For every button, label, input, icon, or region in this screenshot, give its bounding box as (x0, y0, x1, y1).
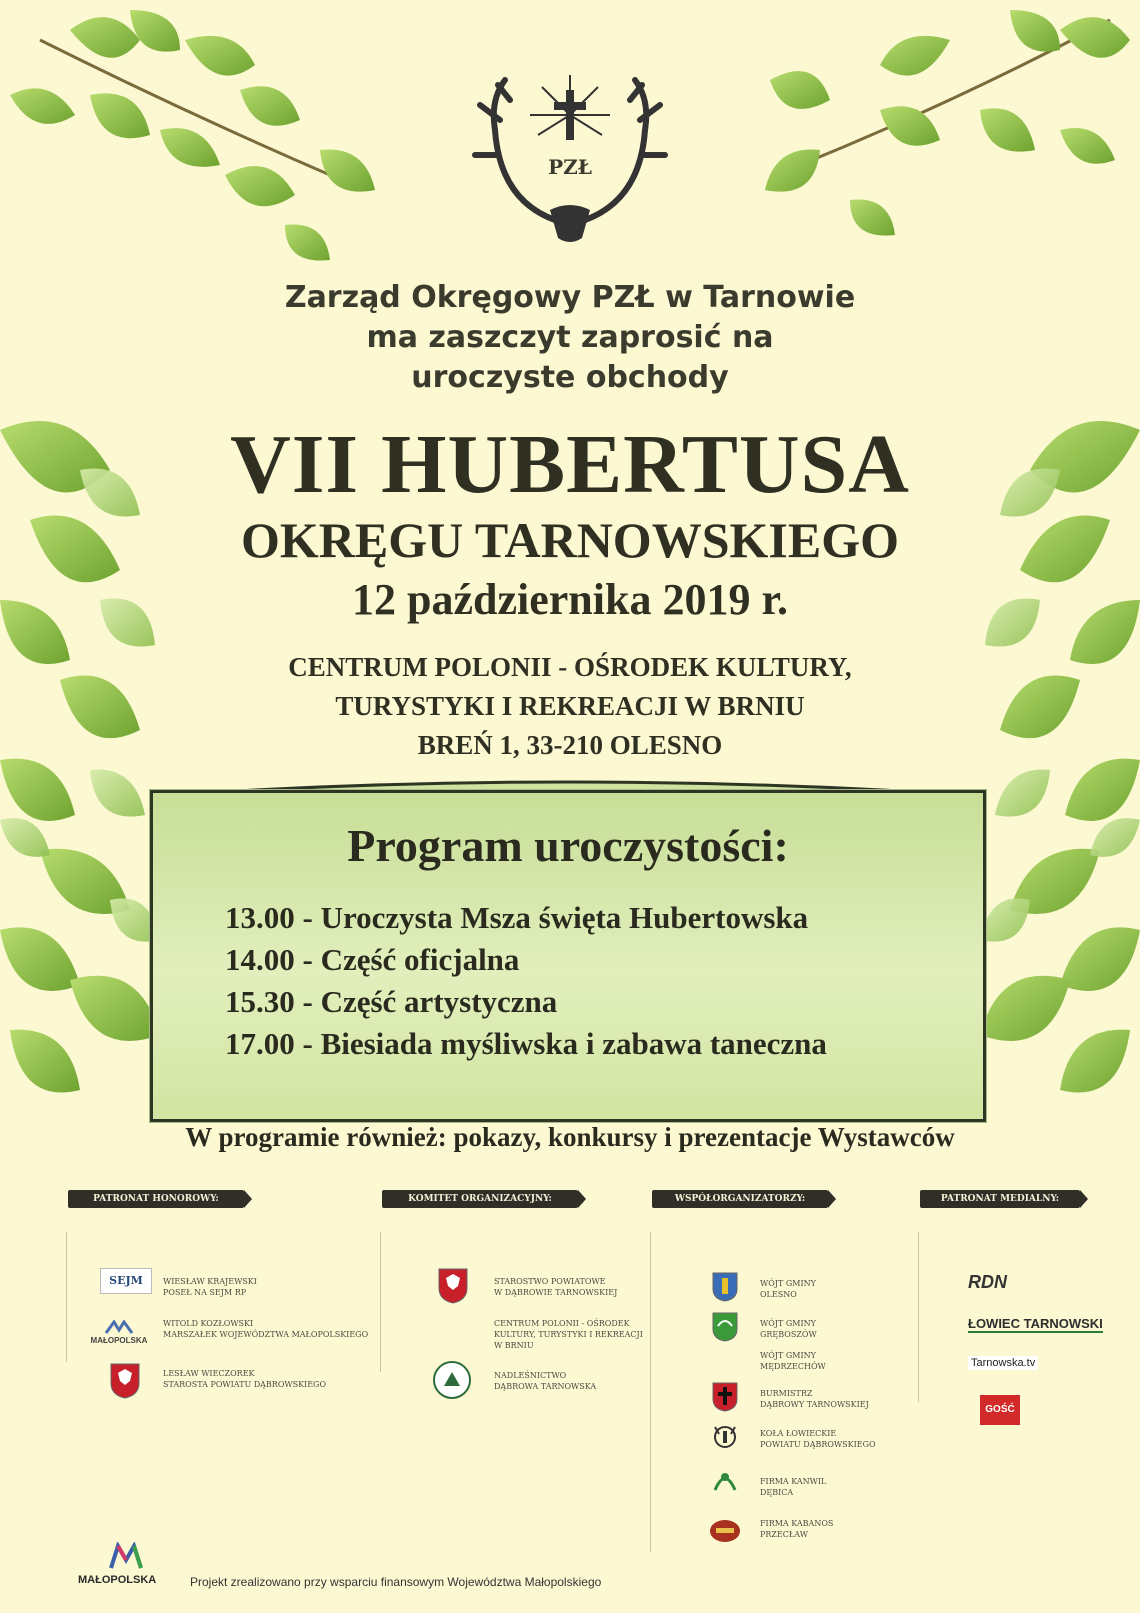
patron-name: WIESŁAW KRAJEWSKI (163, 1277, 257, 1286)
sejm-logo-icon: SEJM (100, 1268, 152, 1294)
section-patronat-medialny: PATRONAT MEDIALNY: (920, 1190, 1080, 1208)
committee-line: DĄBROWA TARNOWSKA (494, 1382, 597, 1391)
coorganizer-line: MĘDRZECHÓW (760, 1362, 826, 1371)
coorganizer-line: FIRMA KABANOS (760, 1519, 834, 1528)
program-list (225, 897, 985, 1065)
patron-entry (163, 1276, 257, 1298)
program-item: 14.00 - Część oficjalna (225, 942, 520, 977)
committee-line: W BRNIU (494, 1341, 534, 1350)
coorganizer-entry (760, 1278, 816, 1300)
place-line: TURYSTYKI I REKREACJI W BRNIU (335, 691, 805, 721)
intro-line: Zarząd Okręgowy PZŁ w Tarnowie (284, 280, 856, 315)
section-wspolorganizatorzy: WSPÓŁORGANIZATORZY: (652, 1190, 828, 1208)
coorganizer-entry (760, 1476, 826, 1498)
dabrowa-coat-of-arms-icon (712, 1382, 738, 1416)
place-line: CENTRUM POLONII - OŚRODEK KULTURY, (288, 652, 852, 682)
kabanos-logo-icon (708, 1516, 742, 1548)
funding-note: Projekt zrealizowano przy wsparciu finansowym Województwa Małopolskiego (190, 1575, 602, 1589)
coorganizer-line: WÓJT GMINY (760, 1319, 816, 1328)
pzl-emblem (470, 60, 670, 250)
committee-line: STAROSTWO POWIATOWE (494, 1277, 606, 1286)
olesno-coat-of-arms-icon (712, 1272, 738, 1306)
program-item: 13.00 - Uroczysta Msza święta Hubertowska (225, 900, 809, 935)
section-patronat-honorowy: PATRONAT HONOROWY: (68, 1190, 244, 1208)
patron-role: MARSZAŁEK WOJEWÓDZTWA MAŁOPOLSKIEGO (163, 1330, 369, 1339)
intro-line: uroczyste obchody (411, 360, 729, 395)
coorganizer-line: BURMISTRZ (760, 1389, 813, 1398)
gosc-logo-icon: GOŚĆ (980, 1395, 1020, 1425)
patron-name: WITOLD KOZŁOWSKI (163, 1319, 254, 1328)
committee-line: KULTURY, TURYSTYKI I REKREACJI (494, 1330, 643, 1339)
coorganizer-line: DĘBICA (760, 1488, 794, 1497)
lowiec-tarnowski-logo-icon: ŁOWIEC TARNOWSKI (968, 1316, 1103, 1331)
malopolska-footer-mark-icon (108, 1542, 144, 1574)
intro-text (150, 278, 990, 398)
event-place (100, 648, 1040, 765)
coat-of-arms-icon (110, 1363, 140, 1403)
divider (66, 1232, 67, 1362)
coorganizer-line: DĄBROWY TARNOWSKIEJ (760, 1400, 869, 1409)
patron-entry (163, 1318, 368, 1340)
coorganizer-entry (760, 1350, 826, 1372)
program-item: 17.00 - Biesiada myśliwska i zabawa taneczna (225, 1026, 827, 1061)
committee-line: NADLEŚNICTWO (494, 1371, 567, 1380)
greboszow-coat-of-arms-icon (712, 1312, 738, 1346)
coorganizer-entry (760, 1388, 869, 1410)
coorganizer-entry (760, 1428, 876, 1450)
patron-role: POSEŁ NA SEJM RP (163, 1288, 247, 1297)
coorganizer-line: FIRMA KANWIL (760, 1477, 827, 1486)
event-title: VII HUBERTUSA (230, 418, 910, 511)
patron-role: STAROSTA POWIATU DĄBROWSKIEGO (163, 1380, 327, 1389)
coorganizer-line: POWIATU DĄBROWSKIEGO (760, 1440, 876, 1449)
coorganizer-line: GRĘBOSZÓW (760, 1330, 817, 1339)
program-box (150, 790, 986, 1122)
coat-of-arms-icon (438, 1268, 468, 1308)
coorganizer-line: PRZECŁAW (760, 1530, 808, 1539)
committee-entry (494, 1370, 596, 1392)
radio-rdn-logo-icon: RDN (968, 1272, 1007, 1292)
divider (380, 1232, 381, 1372)
event-subtitle: OKRĘGU TARNOWSKIEGO (241, 512, 899, 568)
malopolska-footer-label: MAŁOPOLSKA (78, 1574, 157, 1586)
intro-line: ma zaszczyt zaprosić na (366, 320, 774, 355)
event-date: 12 października 2019 r. (352, 575, 788, 624)
coorganizer-line: WÓJT GMINY (760, 1279, 816, 1288)
malopolska-label: MAŁOPOLSKA (90, 1336, 148, 1345)
committee-entry (494, 1276, 617, 1298)
committee-line: CENTRUM POLONII - OŚRODEK (494, 1319, 630, 1328)
malopolska-logo-icon (88, 1320, 150, 1345)
committee-entry (494, 1318, 643, 1351)
patron-name: LESŁAW WIECZOREK (163, 1369, 255, 1378)
committee-line: W DĄBROWIE TARNOWSKIEJ (494, 1288, 618, 1297)
place-line: BREŃ 1, 33-210 OLESNO (417, 730, 723, 760)
coorganizer-line: WÓJT GMINY (760, 1351, 816, 1360)
coorganizer-line: OLESNO (760, 1290, 797, 1299)
forestry-logo-icon (432, 1360, 472, 1404)
pzl-logo-text: PZŁ (548, 155, 592, 179)
kanwil-logo-icon (710, 1465, 740, 1501)
program-item: 15.30 - Część artystyczna (225, 984, 558, 1019)
tarnowska-tv-logo-icon: Tarnowska.tv (968, 1356, 1038, 1370)
section-komitet: KOMITET ORGANIZACYJNY: (382, 1190, 578, 1208)
patron-entry (163, 1368, 326, 1390)
coorganizer-entry (760, 1518, 833, 1540)
coorganizer-line: KOŁA ŁOWIECKIE (760, 1429, 837, 1438)
malopolska-mark-icon (104, 1320, 134, 1334)
coorganizer-entry (760, 1318, 817, 1340)
divider (918, 1232, 919, 1402)
divider (650, 1232, 651, 1552)
program-title: Program uroczystości: (347, 820, 789, 871)
hunting-clubs-emblem-icon (710, 1422, 740, 1458)
also-in-program: W programie również: pokazy, konkursy i prezentacje Wystawców (185, 1122, 955, 1152)
